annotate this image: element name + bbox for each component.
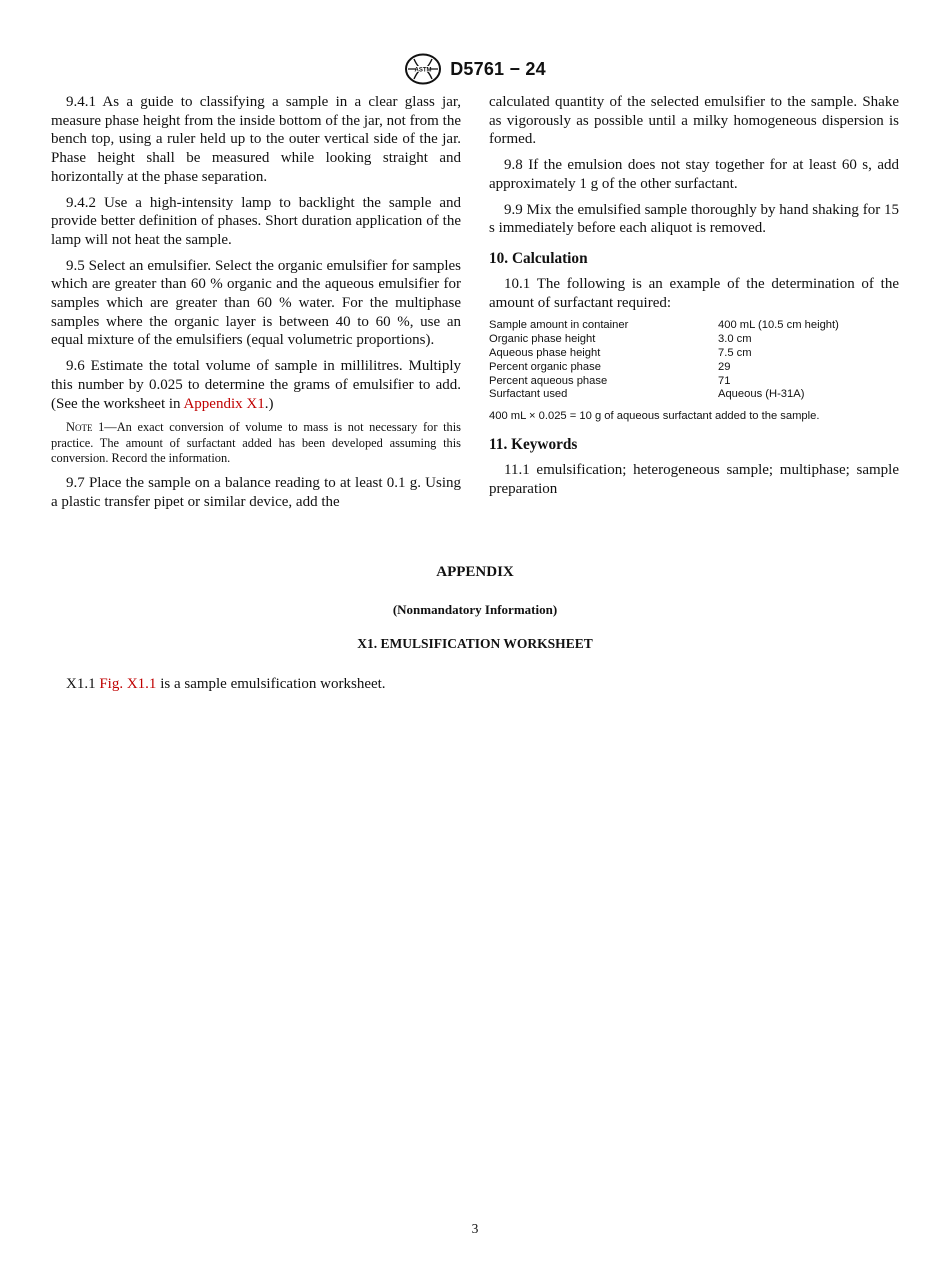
paragraph-9-4-1: 9.4.1 As a guide to classifying a sample in a clear glass jar, measure phase height from the inside bottom of the jar, not from the bench top, using a ruler held up to the outer vertical side of the jar. Phase height shall be measured while looking straight and horizontally at the phase separation. <box>51 94 461 185</box>
appendix-x1-heading: X1. EMULSIFICATION WORKSHEET <box>357 636 593 651</box>
fig-x1-1-link[interactable]: Fig. X1.1 <box>99 676 157 692</box>
section-10-heading: 10. Calculation <box>489 249 588 267</box>
table-row: Surfactant used Aqueous (H-31A) <box>489 388 805 401</box>
astm-logo-icon <box>404 53 442 85</box>
appendix-title: APPENDIX <box>436 564 514 580</box>
calculation-formula: 400 mL × 0.025 = 10 g of aqueous surfactant added to the sample. <box>489 410 820 423</box>
section-11-heading: 11. Keywords <box>489 436 578 454</box>
appendix-x1-link[interactable]: Appendix X1 <box>183 395 265 412</box>
table-row: Aqueous phase height 7.5 cm <box>489 346 752 359</box>
paragraph-9-9: 9.9 Mix the emulsified sample thoroughly by hand shaking for 15 s immediately before each aliquot is removed. <box>489 201 899 237</box>
page-number: 3 <box>471 1221 479 1236</box>
note-1: Note 1—An exact conversion of volume to mass is not necessary for this practice. The amount of surfactant added has been developed assuming this conversion. Record the information. <box>51 420 461 466</box>
document-code: D5761 − 24 <box>450 58 546 79</box>
paragraph-11-1: 11.1 emulsification; heterogeneous sample; multiphase; sample preparation <box>489 462 899 497</box>
appendix-subtitle: (Nonmandatory Information) <box>392 602 558 617</box>
paragraph-9-8: 9.8 If the emulsion does not stay together for at least 60 s, add approximately 1 g of the other surfactant. <box>489 157 899 192</box>
paragraph-9-6: 9.6 Estimate the total volume of sample in millilitres. Multiply this number by 0.025 to determine the grams of emulsifier to add. (See the worksheet in Appendix X1.) <box>51 358 461 412</box>
right-column <box>489 93 899 506</box>
paragraph-9-5: 9.5 Select an emulsifier. Select the organic emulsifier for samples which are greater than 60 % organic and the aqueous emulsifier for samples which are greater than 60 % water. For the multiphase samples where the organic layer is between 40 to 60 %, use an equal mixture of the emulsifiers (equal volumetric proportions). <box>51 257 461 349</box>
note-label: Note <box>66 420 93 435</box>
paragraph-9-7-continued: calculated quantity of the selected emulsifier to the sample. Shake as vigorously as possible until a milky homogeneous dispersion is formed. <box>489 94 899 148</box>
table-row: Percent aqueous phase 71 <box>489 374 731 387</box>
page-header <box>0 52 950 86</box>
left-column <box>51 93 461 519</box>
paragraph-10-1: 10.1 The following is an example of the determination of the amount of surfactant required: <box>489 275 899 311</box>
calculation-table <box>489 319 839 402</box>
svg-text:ASTM: ASTM <box>414 67 432 74</box>
paragraph-x1-1: X1.1 Fig. X1.1 is a sample emulsification worksheet. <box>66 676 386 692</box>
paragraph-9-7-start: 9.7 Place the sample on a balance reading to at least 0.1 g. Using a plastic transfer pipet or similar device, add the <box>51 475 461 511</box>
table-row: Percent organic phase 29 <box>489 360 731 373</box>
table-row: Organic phase height 3.0 cm <box>489 333 752 346</box>
paragraph-9-4-2: 9.4.2 Use a high-intensity lamp to backlight the sample and provide better definition of phases. Short duration application of the lamp will not heat the sample. <box>51 194 461 248</box>
table-row: Sample amount in container 400 mL (10.5 cm height) <box>489 319 839 332</box>
